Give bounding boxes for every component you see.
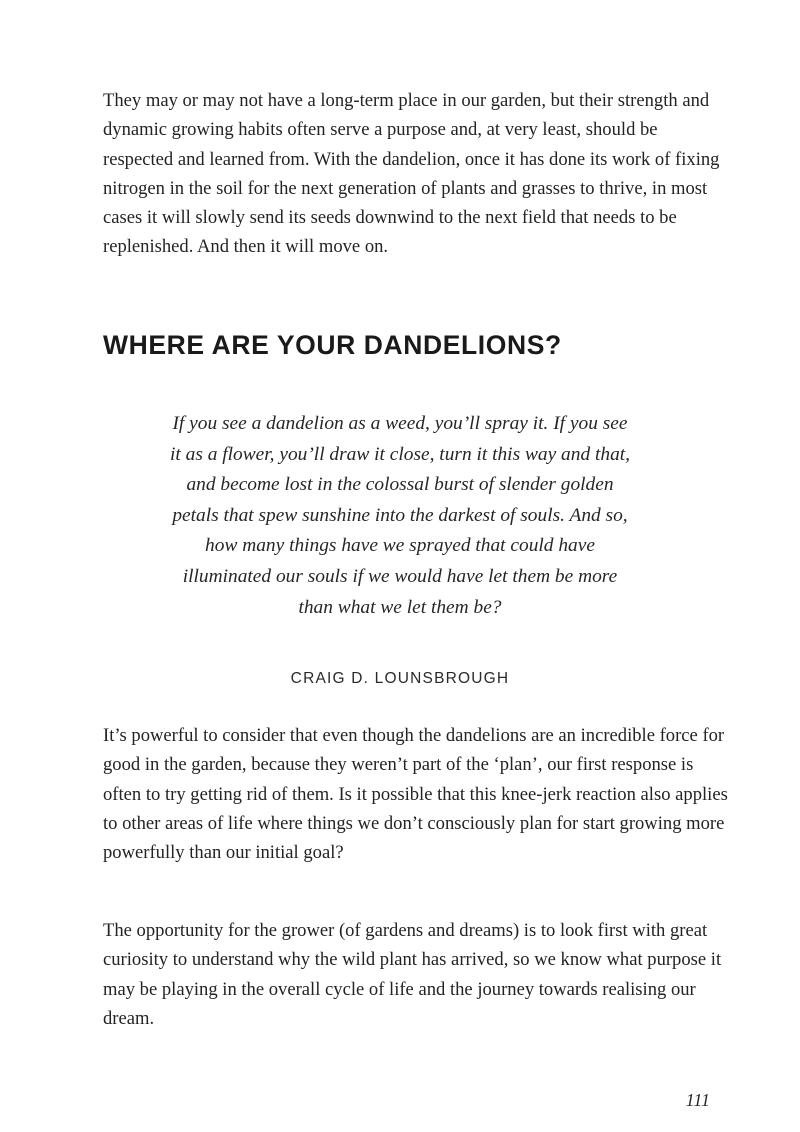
opportunity-paragraph: The opportunity for the grower (of gardens and dreams) is to look first with great curiosity to understand why the wild plant has arrived, so we know what purpose it may be playing in the overall cycle of life and the journey towards realising our dream. bbox=[103, 920, 722, 1029]
quote-attribution: CRAIG D. LOUNSBROUGH bbox=[290, 670, 510, 687]
reflection-paragraph: It’s powerful to consider that even though the dandelions are an incredible force for good in the garden, because they weren’t part of the ‘plan’, our first response is often to try getting rid of them. Is it possible that this knee-jerk reaction also applies to other areas of life where things we don’t consciously plan for start growing more powerfully than our initial goal? bbox=[103, 725, 728, 864]
epigraph-quote: If you see a dandelion as a weed, you’ll spray it. If you see it as a flower, you’ll draw it close, turn it this way and that, and become lost in the colossal burst of slender golden petals that spew sunshine into the darkest of souls. And so, how many things have we sprayed that could have illuminated our souls if we would have let them be more than what we let them be? bbox=[170, 413, 630, 618]
page-number: 111 bbox=[685, 1090, 710, 1110]
section-heading: WHERE ARE YOUR DANDELIONS? bbox=[103, 330, 562, 360]
intro-paragraph: They may or may not have a long-term place in our garden, but their strength and dynamic growing habits often serve a purpose and, at very least, should be respected and learned from. With the dandelion, once it has done its work of fixing nitrogen in the soil for the next generation of plants and grasses to thrive, in most cases it will slowly send its seeds downwind to the next field that needs to be replenished. And then it will move on. bbox=[103, 90, 720, 258]
